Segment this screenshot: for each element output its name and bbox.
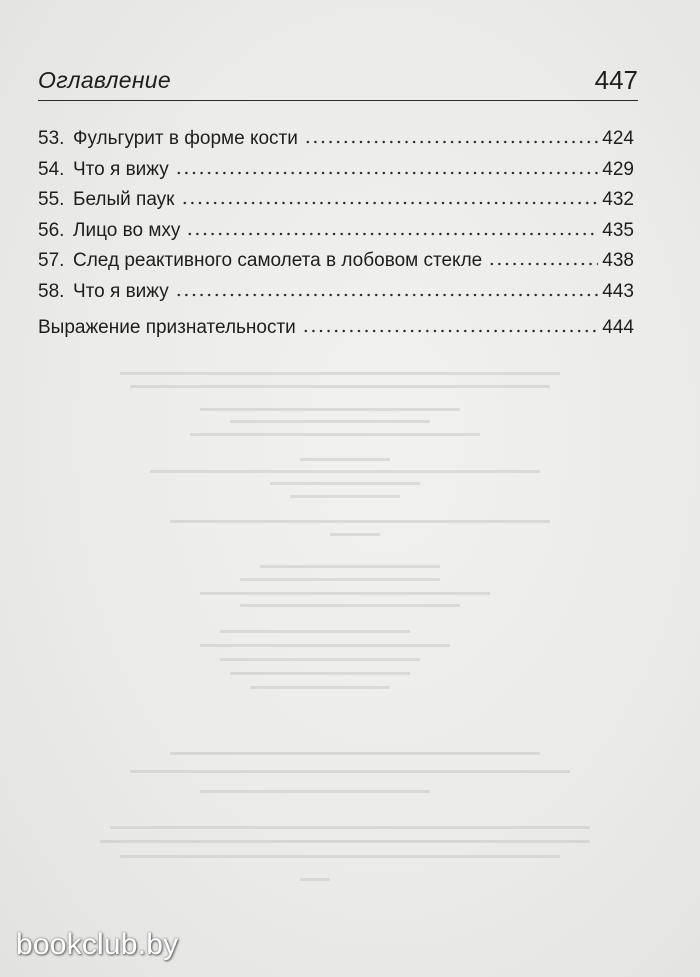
dot-leader (186, 232, 598, 236)
chapter-title: Что я вижу (73, 280, 169, 302)
chapter-title: Белый паук (73, 189, 175, 210)
chapter-page: 429 (602, 158, 634, 180)
toc-entry (38, 189, 634, 220)
dot-leader (175, 171, 599, 175)
site-watermark: bookclub.by (16, 928, 179, 961)
chapter-number: 55. (38, 189, 65, 210)
toc-entry-acknowledgments (38, 317, 634, 348)
chapter-title: Фульгурит в форме кости (73, 128, 298, 149)
chapter-number: 53. (38, 128, 65, 149)
toc-entry (38, 159, 634, 190)
chapter-page: 435 (602, 219, 634, 241)
chapter-number: 58. (38, 280, 65, 302)
toc-entry (38, 220, 634, 251)
chapter-title: Лицо во мху (73, 219, 181, 241)
table-of-contents (38, 128, 634, 348)
toc-entry (38, 128, 634, 159)
chapter-page: 438 (602, 250, 634, 271)
dot-leader (488, 262, 598, 266)
toc-entry (38, 250, 634, 281)
chapter-number: 57. (38, 250, 65, 271)
chapter-title: Что я вижу (73, 158, 169, 180)
chapter-number: 54. (38, 158, 65, 180)
chapter-page: 432 (602, 189, 634, 210)
acknowledgments-page: 444 (602, 317, 634, 338)
dot-leader (175, 293, 599, 297)
dot-leader (181, 201, 599, 205)
section-title: Оглавление (38, 67, 171, 93)
dot-leader (304, 140, 598, 144)
dot-leader (302, 329, 598, 333)
acknowledgments-title: Выражение признательности (38, 317, 296, 338)
toc-entry (38, 281, 634, 312)
chapter-number: 56. (38, 219, 65, 241)
running-header (38, 62, 638, 101)
chapter-page: 424 (602, 128, 634, 149)
chapter-title: След реактивного самолета в лобовом стекле (73, 250, 483, 271)
chapter-page: 443 (602, 280, 634, 302)
page-number: 447 (594, 65, 638, 95)
